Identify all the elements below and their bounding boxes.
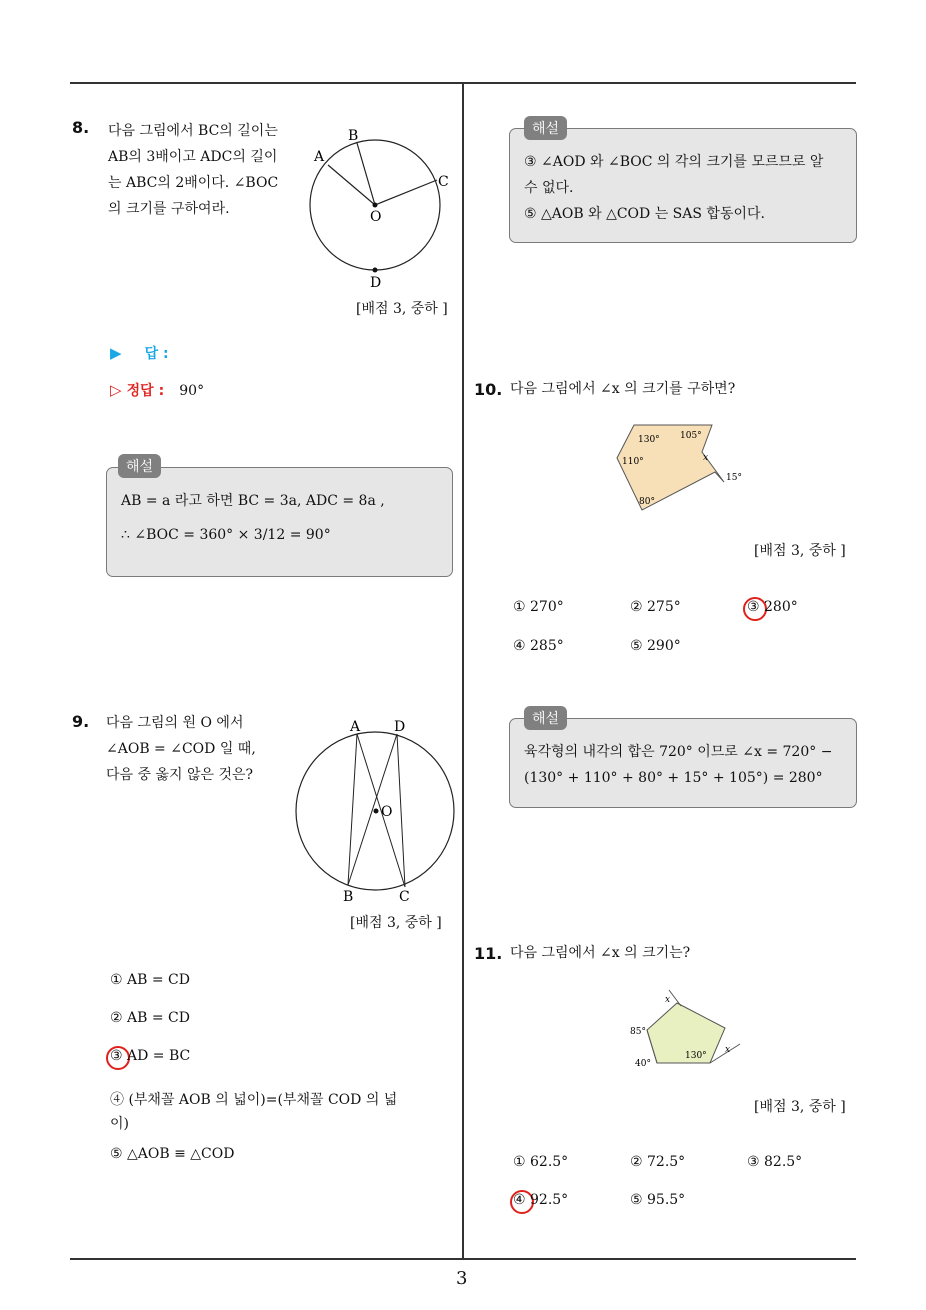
q8-score: [배점 3, 중하 ]: [356, 301, 448, 317]
q10-text: 다음 그림에서 ∠x 의 크기를 구하면?: [510, 381, 736, 397]
q10-score: [배점 3, 중하 ]: [754, 543, 846, 559]
page-number: 3: [456, 1268, 468, 1289]
q8-text: [108, 118, 298, 222]
q10-hexagon: [617, 425, 724, 510]
q9-center-point: [374, 809, 379, 814]
q10-choice-3[interactable]: ③ 280°: [747, 599, 798, 615]
q8-point-d: [373, 268, 378, 273]
q9-label-b: B: [343, 889, 354, 905]
q8-correct-label: 정답 :: [126, 383, 165, 399]
q11-label-85: 85°: [630, 1027, 646, 1037]
play-icon: ▶: [110, 344, 122, 362]
q9-label-a: A: [350, 719, 361, 735]
q8-solution-box: [106, 467, 453, 577]
q11-label-x-right: x: [725, 1045, 731, 1055]
q8-solution-line: ∴ ∠BOC = 360° × 3/12 = 90°: [121, 527, 331, 543]
q11-choice-2[interactable]: ② 72.5°: [630, 1154, 686, 1170]
q11-label-130: 130°: [685, 1051, 707, 1061]
q8-label-b: B: [348, 128, 359, 144]
q8-text-line: 다음 그림에서 BC의 길이는: [108, 123, 278, 139]
q10-solution-tag: 해설: [524, 706, 567, 730]
q10-choice-4[interactable]: ④ 285°: [513, 638, 564, 654]
q10-label-15: 15°: [726, 473, 742, 483]
q10-number: 10.: [474, 380, 503, 399]
q8-solution-tag: 해설: [118, 454, 161, 478]
q9-solution-line: 수 없다.: [524, 180, 574, 196]
q8-text-line: 의 크기를 구하여라.: [108, 201, 230, 217]
q8-label-o: O: [370, 209, 382, 225]
q10-label-110: 110°: [622, 457, 644, 467]
q9-text-line: ∠AOB = ∠COD 일 때,: [106, 741, 256, 757]
q8-label-a: A: [314, 149, 325, 165]
q10-solution-line: (130° + 110° + 80° + 15° + 105°) = 280°: [524, 770, 823, 786]
q8-correct-row: [110, 380, 204, 400]
q8-answer-row: [110, 343, 169, 363]
q11-number: 11.: [474, 944, 503, 963]
outline-triangle-icon: ▷: [110, 381, 122, 399]
q8-radius-oc: [375, 180, 437, 205]
bottom-rule: [70, 1258, 856, 1260]
q9-choice-2[interactable]: ② AB = CD: [110, 1010, 190, 1026]
q8-label-c: C: [438, 174, 449, 190]
q9-solution-line: ③ ∠AOD 와 ∠BOC 의 각의 크기를 모르므로 알: [524, 154, 824, 170]
q11-ext-line-top: [669, 990, 681, 1006]
q10-solution-line: 육각형의 내각의 합은 720° 이므로 ∠x = 720° −: [524, 744, 833, 760]
q10-choice-2[interactable]: ② 275°: [630, 599, 681, 615]
q9-label-o: O: [381, 804, 393, 820]
q8-circle-figure: [300, 120, 460, 290]
q9-label-c: C: [399, 889, 410, 905]
q9-text: [106, 710, 282, 788]
q11-choice-4[interactable]: ④ 92.5°: [513, 1192, 569, 1208]
q9-choice-5[interactable]: ⑤ △AOB ≡ △COD: [110, 1146, 235, 1162]
q8-answer-label: 답 :: [144, 346, 169, 362]
q11-polygon-figure: [625, 988, 750, 1073]
q9-text-line: 다음 중 옳지 않은 것은?: [106, 767, 254, 783]
q10-hexagon-figure: [612, 420, 752, 515]
q8-solution-line: AB = a 라고 하면 BC = 3a, ADC = 8a ,: [121, 493, 385, 509]
q8-label-d: D: [370, 275, 382, 290]
q8-text-line: AB의 3배이고 ADC의 길이: [108, 149, 278, 165]
q11-choice-5[interactable]: ⑤ 95.5°: [630, 1192, 686, 1208]
center-divider: [462, 82, 464, 1260]
q10-label-80: 80°: [639, 497, 655, 507]
q9-circle-figure: [295, 713, 465, 905]
q11-label-40: 40°: [635, 1059, 651, 1069]
q10-solution-box: [509, 718, 857, 808]
q8-correct-value: 90°: [179, 383, 205, 399]
q9-number: 9.: [72, 712, 90, 731]
q11-score: [배점 3, 중하 ]: [754, 1099, 846, 1115]
q9-label-d: D: [394, 719, 406, 735]
q11-choice-1[interactable]: ① 62.5°: [513, 1154, 569, 1170]
q11-text: 다음 그림에서 ∠x 의 크기는?: [510, 945, 691, 961]
q9-text-line: 다음 그림의 원 O 에서: [106, 715, 244, 731]
q9-solution-tag: 해설: [524, 116, 567, 140]
q9-score: [배점 3, 중하 ]: [350, 915, 442, 931]
q9-choice-1[interactable]: ① AB = CD: [110, 972, 190, 988]
q10-label-105: 105°: [680, 431, 702, 441]
q9-choice-4[interactable]: ④ (부채꼴 AOB 의 넓이)=(부채꼴 COD 의 넓이): [110, 1092, 398, 1132]
q10-label-130: 130°: [638, 435, 660, 445]
q8-center-point: [373, 203, 378, 208]
q8-number: 8.: [72, 118, 90, 137]
q8-radius-oa: [328, 165, 375, 205]
q11-label-x-top: x: [665, 995, 671, 1005]
q9-solution-box: [509, 128, 857, 243]
q10-choice-5[interactable]: ⑤ 290°: [630, 638, 681, 654]
q10-label-x: x: [703, 453, 709, 463]
q8-radius-ob: [357, 143, 375, 205]
q9-choice-3[interactable]: ③ AD = BC: [110, 1048, 191, 1064]
q10-choice-1[interactable]: ① 270°: [513, 599, 564, 615]
q11-choice-3[interactable]: ③ 82.5°: [747, 1154, 803, 1170]
q9-solution-line: ⑤ △AOB 와 △COD 는 SAS 합동이다.: [524, 206, 765, 222]
q8-text-line: 는 ABC의 2배이다. ∠BOC: [108, 175, 279, 191]
